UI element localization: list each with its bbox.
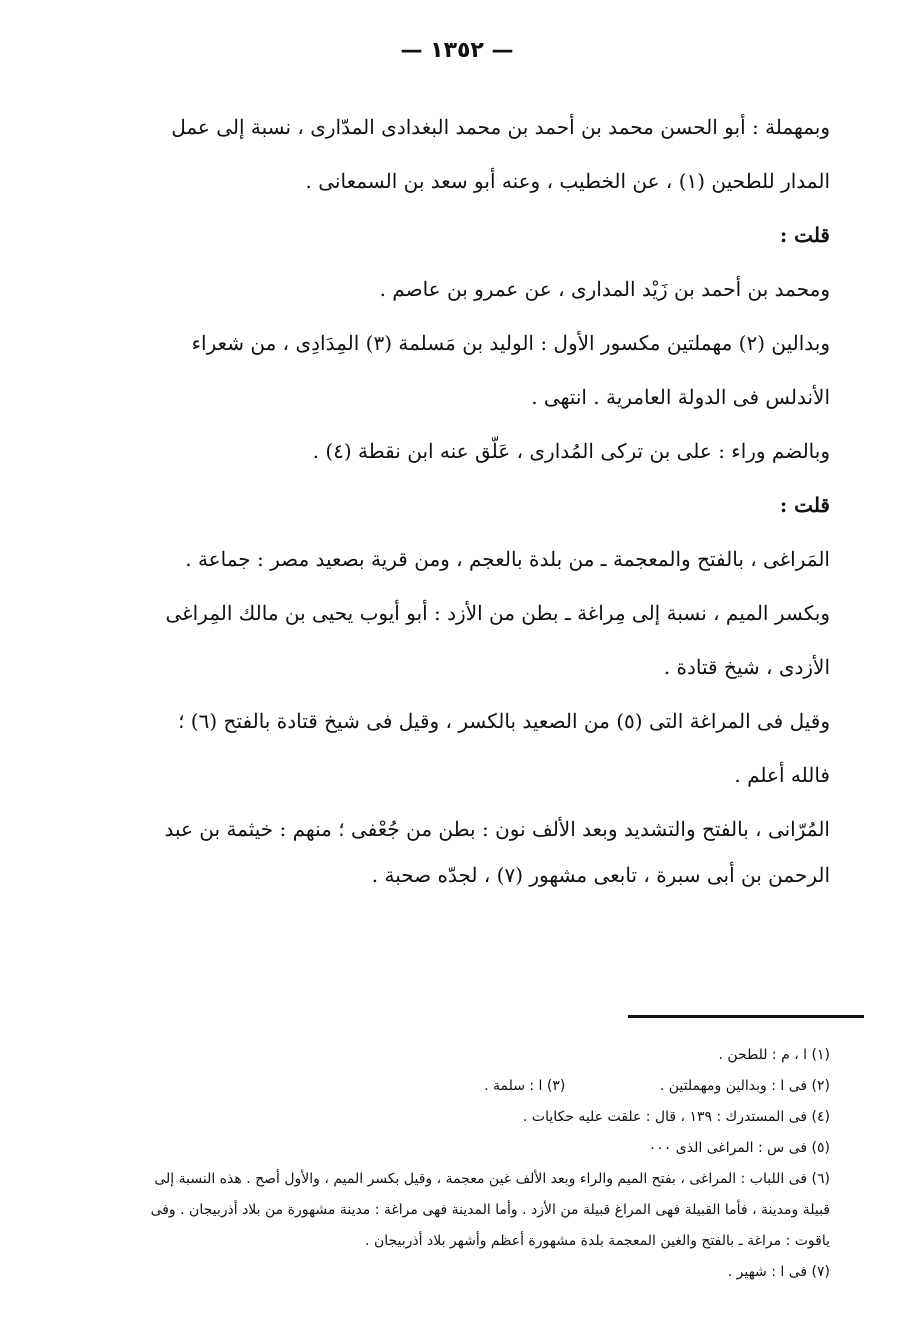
paragraph: وبكسر الميم ، نسبة إلى مِراغة ـ بطن من الأزد : أبو أيوب يحيى بن مالك المِراغى الأزدى ، شيخ قتادة . bbox=[165, 601, 830, 679]
paragraph: وبالضم وراء : على بن تركى المُدارى ، عَلّق عنه ابن نقطة (٤) . bbox=[312, 439, 830, 463]
footnote: (٣) ا : سلمة . bbox=[484, 1078, 566, 1094]
paragraph: وبمهملة : أبو الحسن محمد بن أحمد بن محمد البغدادى المدّارى ، نسبة إلى عمل المدار للطحين (١) ، عن الخطيب ، وعنه أبو سعد بن السمعانى . bbox=[171, 115, 830, 193]
footnote-separator bbox=[628, 1015, 864, 1018]
section-heading: قلت : bbox=[779, 223, 830, 247]
footnote: (٦) فى اللباب : المراغى ، بفتح الميم والراء وبعد الألف غين معجمة ، وقيل بكسر الميم ، والأول أصح . هذه النسبة إلى قبيلة ومدينة ، فأما القبيلة فهى المراغ قبيلة من الأزد . وأما المدينة فهى مراغة : مدينة مشهورة من بلاد أذربيجان . وفى ياقوت : مراغة ـ بالفتح والغين المعجمة بلدة مشهورة أعظم وأشهر بلاد أذربيجان . bbox=[150, 1171, 830, 1249]
footnote: (١) ا ، م : للطحن . bbox=[718, 1047, 830, 1063]
footnote: (٤) فى المستدرك : ١٣٩ ، قال : علقت عليه حكايات . bbox=[522, 1109, 830, 1125]
section-heading: قلت : bbox=[779, 493, 830, 517]
footnote: (٥) فى س : المراغى الذى ٠٠٠ bbox=[648, 1140, 830, 1156]
paragraph: وبدالين (٢) مهملتين مكسور الأول : الوليد بن مَسلمة (٣) المِدَادِى ، من شعراء الأندلس فى الدولة العامرية . انتهى . bbox=[191, 331, 830, 409]
footnote-row bbox=[130, 1071, 830, 1102]
paragraph: وقيل فى المراغة التى (٥) من الصعيد بالكسر ، وقيل فى شيخ قتادة بالفتح (٦) ؛ فالله أعلم . bbox=[178, 709, 830, 787]
paragraph: المُرّانى ، بالفتح والتشديد وبعد الألف نون : بطن من جُعْفى ؛ منهم : خيثمة بن عبد الرحمن بن أبى سبرة ، تابعى مشهور (٧) ، لجدّه صحبة . bbox=[164, 817, 830, 887]
footnotes bbox=[130, 1040, 830, 1288]
paragraph: ومحمد بن أحمد بن زَيْد المدارى ، عن عمرو بن عاصم . bbox=[379, 277, 830, 301]
page-number: — ١٣٥٢ — bbox=[400, 38, 514, 63]
main-text bbox=[140, 100, 830, 898]
footnote: (٢) فى ا : وبدالين ومهملتين . bbox=[659, 1078, 830, 1094]
paragraph: المَراغى ، بالفتح والمعجمة ـ من بلدة بالعجم ، ومن قرية بصعيد مصر : جماعة . bbox=[185, 547, 830, 571]
footnote: (٧) فى ا : شهير . bbox=[727, 1264, 830, 1280]
